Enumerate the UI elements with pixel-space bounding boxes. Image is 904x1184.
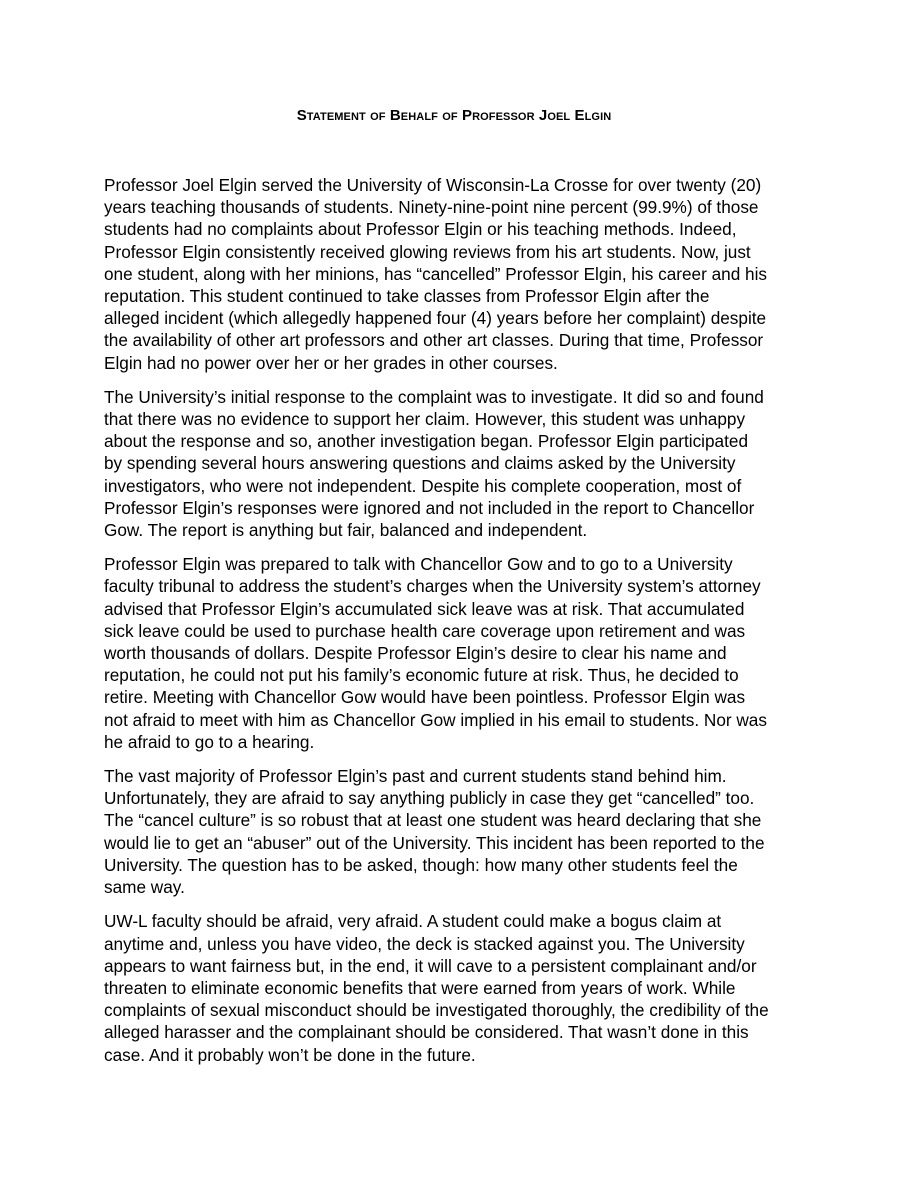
paragraph-line: years teaching thousands of students. Ninety-nine-point nine percent (99.9%) of those	[104, 197, 759, 218]
paragraph-line: Unfortunately, they are afraid to say anything publicly in case they get “cancelled” too.	[104, 788, 755, 809]
paragraph-line: same way.	[104, 877, 185, 898]
paragraph-line: the availability of other art professors and other art classes. During that time, Professor	[104, 330, 764, 351]
paragraph-line: reputation, he could not put his family’s economic future at risk. Thus, he decided to	[104, 665, 739, 686]
paragraph-line: UW-L faculty should be afraid, very afraid. A student could make a bogus claim at	[104, 911, 722, 932]
paragraph-line: retire. Meeting with Chancellor Gow would have been pointless. Professor Elgin was	[104, 687, 746, 708]
paragraph-line: Professor Elgin consistently received glowing reviews from his art students. Now, just	[104, 241, 751, 262]
paragraph-line: one student, along with her minions, has “cancelled” Professor Elgin, his career and his	[104, 263, 768, 284]
paragraph-line: he afraid to go to a hearing.	[104, 731, 315, 752]
paragraph-line: that there was no evidence to support her claim. However, this student was unhappy	[104, 409, 746, 430]
paragraph-line: appears to want fairness but, in the end, it will cave to a persistent complainant and/or	[104, 955, 757, 976]
paragraph	[104, 765, 808, 898]
paragraph-line: alleged harasser and the complainant should be considered. That wasn’t done in this	[104, 1022, 749, 1043]
paragraph-line: University. The question has to be asked, though: how many other students feel the	[104, 854, 738, 875]
paragraph-line: advised that Professor Elgin’s accumulated sick leave was at risk. That accumulated	[104, 598, 745, 619]
paragraph-line: investigators, who were not independent. Despite his complete cooperation, most of	[104, 475, 742, 496]
paragraph-line: complaints of sexual misconduct should be investigated thoroughly, the credibility of the	[104, 1000, 769, 1021]
paragraph-line: about the response and so, another investigation began. Professor Elgin participated	[104, 431, 749, 452]
paragraph-line: case. And it probably won’t be done in the future.	[104, 1044, 476, 1065]
paragraph	[104, 553, 808, 753]
document-title-text: Statement of Behalf of Professor Joel Elgin	[296, 107, 612, 124]
paragraph-line: anytime and, unless you have video, the deck is stacked against you. The University	[104, 933, 745, 954]
paragraph-line: not afraid to meet with him as Chancellor Gow implied in his email to students. Nor was	[104, 709, 767, 730]
paragraph-line: sick leave could be used to purchase health care coverage upon retirement and was	[104, 620, 746, 641]
paragraph-line: threaten to eliminate economic benefits that were earned from years of work. While	[104, 977, 736, 998]
paragraph-line: by spending several hours answering questions and claims asked by the University	[104, 453, 736, 474]
paragraph-line: students had no complaints about Professor Elgin or his teaching methods. Indeed,	[104, 219, 737, 240]
paragraph	[104, 910, 808, 1065]
paragraph-line: The University’s initial response to the complaint was to investigate. It did so and found	[104, 386, 764, 407]
paragraph	[104, 174, 808, 374]
paragraph-line: The “cancel culture” is so robust that at least one student was heard declaring that she	[104, 810, 762, 831]
paragraph-line: Gow. The report is anything but fair, balanced and independent.	[104, 520, 588, 541]
document-body	[104, 174, 808, 1078]
paragraph-line: worth thousands of dollars. Despite Professor Elgin’s desire to clear his name and	[104, 643, 727, 664]
document-title	[104, 106, 804, 126]
paragraph-line: Professor Elgin’s responses were ignored and not included in the report to Chancellor	[104, 497, 755, 518]
paragraph-line: alleged incident (which allegedly happened four (4) years before her complaint) despite	[104, 308, 767, 329]
paragraph	[104, 386, 808, 541]
paragraph-line: Elgin had no power over her or her grades in other courses.	[104, 352, 558, 373]
paragraph-line: faculty tribunal to address the student’s charges when the University system’s attorney	[104, 576, 761, 597]
paragraph-line: The vast majority of Professor Elgin’s past and current students stand behind him.	[104, 766, 727, 787]
paragraph-line: reputation. This student continued to take classes from Professor Elgin after the	[104, 286, 710, 307]
paragraph-line: Professor Elgin was prepared to talk with Chancellor Gow and to go to a University	[104, 554, 733, 575]
paragraph-line: would lie to get an “abuser” out of the University. This incident has been reported to the	[104, 832, 765, 853]
paragraph-line: Professor Joel Elgin served the University of Wisconsin-La Crosse for over twenty (20)	[104, 175, 762, 195]
